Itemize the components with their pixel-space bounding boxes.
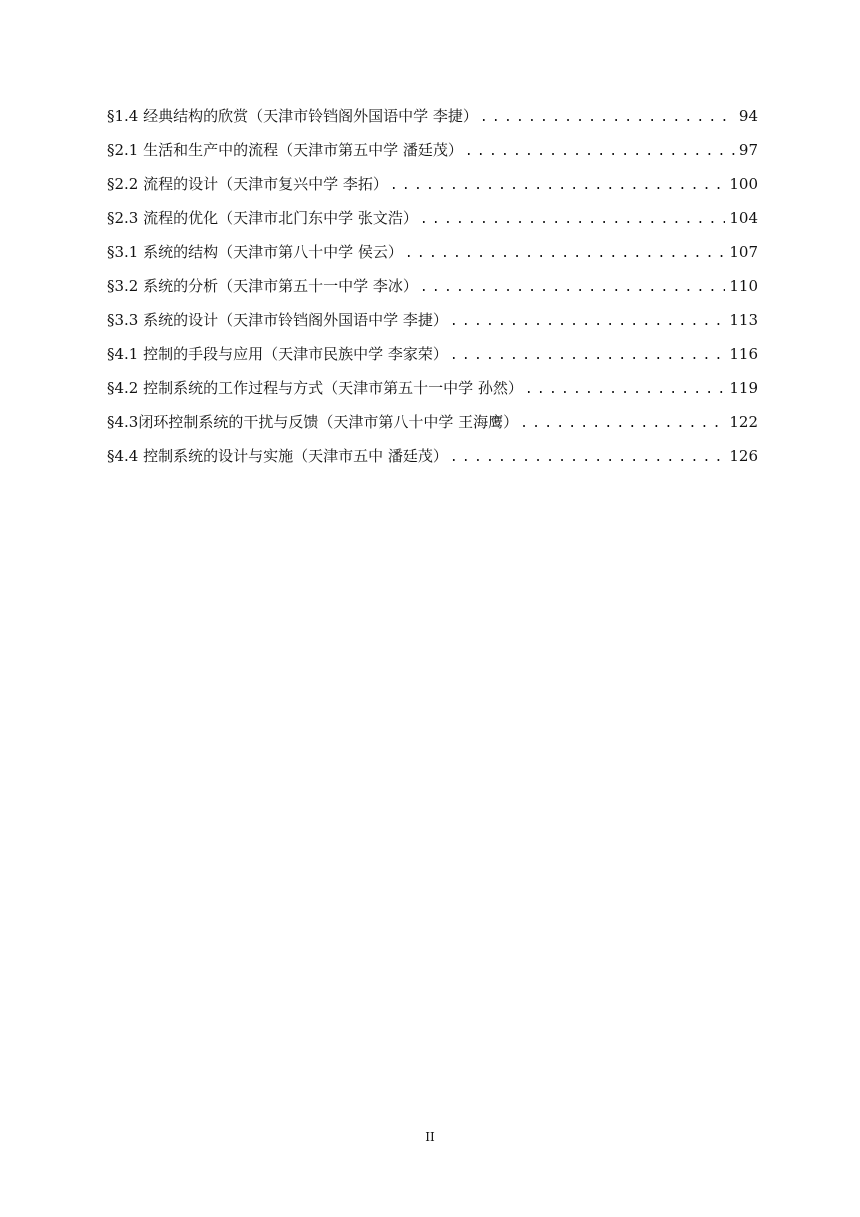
toc-entry-title: §1.4 经典结构的欣赏（天津市铃铛阁外国语中学 李捷） bbox=[107, 107, 478, 125]
toc-dot-leader bbox=[405, 242, 725, 266]
toc-entry[interactable] bbox=[107, 104, 758, 138]
toc-entry[interactable] bbox=[107, 172, 758, 206]
toc-entry-title: §2.1 生活和生产中的流程（天津市第五中学 潘廷茂） bbox=[107, 141, 463, 159]
toc-entry-page: 122 bbox=[729, 413, 758, 431]
page-number: II bbox=[425, 1130, 435, 1144]
toc-entry-page: 119 bbox=[729, 379, 758, 397]
toc-dot-leader bbox=[420, 208, 725, 232]
toc-entry[interactable] bbox=[107, 138, 758, 172]
toc-entry[interactable] bbox=[107, 376, 758, 410]
toc-entry-title: §4.3闭环控制系统的干扰与反馈（天津市第八十中学 王海鹰） bbox=[107, 413, 519, 431]
toc-entry-page: 97 bbox=[738, 141, 758, 159]
toc-dot-leader bbox=[480, 106, 735, 130]
toc-entry[interactable] bbox=[107, 240, 758, 274]
toc-entry-title: §2.2 流程的设计（天津市复兴中学 李拓） bbox=[107, 175, 388, 193]
toc-entry-page: 113 bbox=[729, 311, 758, 329]
toc-dot-leader bbox=[390, 174, 725, 198]
toc-entry-page: 116 bbox=[729, 345, 758, 363]
table-of-contents bbox=[107, 104, 758, 478]
toc-entry-title: §3.2 系统的分析（天津市第五十一中学 李冰） bbox=[107, 277, 418, 295]
toc-dot-leader bbox=[520, 412, 725, 436]
toc-entry[interactable] bbox=[107, 342, 758, 376]
toc-entry-page: 104 bbox=[729, 209, 758, 227]
toc-entry-page: 100 bbox=[729, 175, 758, 193]
toc-entry-page: 126 bbox=[729, 447, 758, 465]
toc-entry-page: 107 bbox=[729, 243, 758, 261]
toc-dot-leader bbox=[525, 378, 725, 402]
toc-entry-title: §4.1 控制的手段与应用（天津市民族中学 李家荣） bbox=[107, 345, 448, 363]
toc-entry-page: 110 bbox=[729, 277, 758, 295]
toc-entry-page: 94 bbox=[738, 107, 758, 125]
toc-dot-leader bbox=[450, 446, 725, 470]
toc-entry-title: §3.1 系统的结构（天津市第八十中学 侯云） bbox=[107, 243, 403, 261]
toc-dot-leader bbox=[450, 344, 725, 368]
toc-entry-title: §4.4 控制系统的设计与实施（天津市五中 潘廷茂） bbox=[107, 447, 448, 465]
toc-entry[interactable] bbox=[107, 206, 758, 240]
toc-entry[interactable] bbox=[107, 444, 758, 478]
toc-entry-title: §2.3 流程的优化（天津市北门东中学 张文浩） bbox=[107, 209, 418, 227]
toc-entry[interactable] bbox=[107, 410, 758, 444]
toc-entry[interactable] bbox=[107, 274, 758, 308]
toc-dot-leader bbox=[450, 310, 725, 334]
toc-entry-title: §3.3 系统的设计（天津市铃铛阁外国语中学 李捷） bbox=[107, 311, 448, 329]
toc-entry-title: §4.2 控制系统的工作过程与方式（天津市第五十一中学 孙然） bbox=[107, 379, 523, 397]
toc-entry[interactable] bbox=[107, 308, 758, 342]
toc-dot-leader bbox=[420, 276, 725, 300]
toc-dot-leader bbox=[465, 140, 735, 164]
